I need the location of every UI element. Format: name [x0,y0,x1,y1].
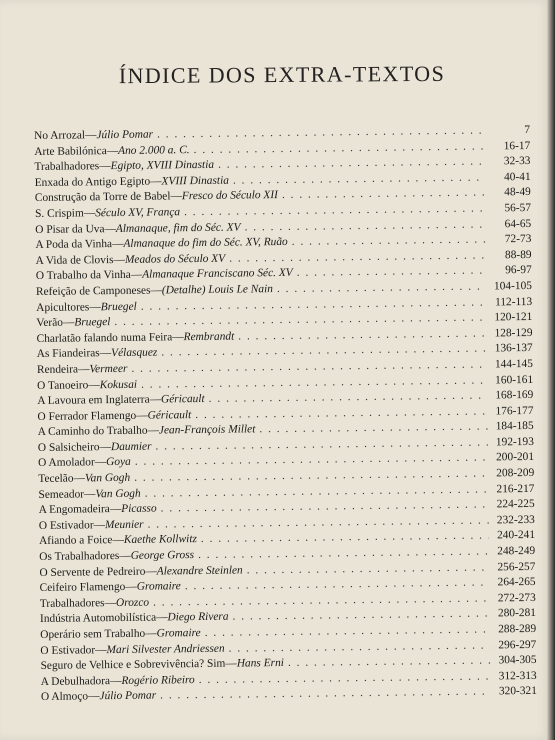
page-number: 7 [524,123,531,137]
artist-or-source: XVIII Dinastia [161,174,229,188]
artwork-title: Semeador [38,488,85,501]
toc-entry-text [38,486,140,503]
artwork-title: Enxada do Antigo Egipto [34,175,151,189]
em-dash-separator: — [111,238,124,251]
artwork-title: Operário sem Trabalho [40,627,146,641]
artwork-title: As Fiandeiras [36,347,100,361]
em-dash-separator: — [150,175,162,188]
em-dash-separator: — [83,487,96,501]
artwork-title: A Poda da Vinha [35,238,113,252]
em-dash-separator: — [119,549,131,563]
page-number: 248-249 [497,544,536,558]
artwork-title: O Almoço [40,690,89,704]
toc-entry-text [39,548,194,565]
toc-entry-text [40,595,149,612]
page-number: 208-209 [496,466,535,480]
artwork-title: Trabalhadores [39,596,105,610]
page-number: 32-33 [503,155,531,168]
toc-entry-text [37,346,158,363]
artist-or-source: Júlio Pomar [99,689,157,703]
em-dash-separator: — [99,347,112,360]
artwork-title: Seguro de Velhice e Sobrevivência? Sim [40,657,226,673]
em-dash-separator: — [149,393,162,406]
toc-entry-text [39,518,144,535]
page-number: 240-241 [496,529,536,542]
page-number: 224-225 [496,498,535,511]
artist-or-source: Gromaire [156,627,201,640]
em-dash-separator: — [73,472,85,485]
artist-or-source: Daumier [110,440,152,453]
artwork-title: Tecelão [38,472,74,486]
page-number: 304-305 [498,654,537,667]
artist-or-source: Rogério Ribeiro [121,673,195,687]
page-number: 136-137 [494,342,533,355]
artist-or-source: Século XV, França [95,206,181,220]
em-dash-separator: — [106,144,119,157]
page-number: 176-177 [495,404,534,418]
page-number: 40-41 [503,170,531,184]
artist-or-source: Meunier [104,518,144,532]
page-number: 216-217 [496,482,535,496]
toc-entry-text [37,377,137,394]
artist-or-source: Almanaque Franciscano Séc. XV [142,267,293,282]
artwork-title: Indústria Automobilística [39,611,157,626]
artwork-title: A Engomadeira [38,503,110,517]
artwork-title: Arte Babilónica [34,144,107,158]
page-number: 64-65 [504,217,532,230]
artwork-title: O Servente de Pedreiro [39,565,146,579]
em-dash-separator: — [109,503,122,516]
toc-entry-text [41,673,195,690]
page-number: 320-321 [498,685,537,698]
table-of-contents [34,123,537,706]
page-number: 168-169 [495,389,534,402]
em-dash-separator: — [145,565,157,578]
artist-or-source: Rembrandt [183,330,235,343]
artwork-title: O Pisar da Uva [35,222,105,236]
artwork-title: O Trabalho da Vinha [35,269,131,283]
em-dash-separator: — [95,643,107,656]
artist-or-source: Géricault [147,408,192,422]
page-number: 288-289 [498,622,537,636]
page-number: 264-265 [497,576,536,589]
page-number: 160-161 [495,373,534,386]
page-number: 192-193 [495,435,534,449]
artist-or-source: Bruegel [74,316,111,329]
toc-entry-text [41,689,156,706]
toc-entry-text [34,128,153,145]
artwork-title: A Debulhadora [40,674,111,688]
em-dash-separator: — [130,269,143,282]
em-dash-separator: — [109,674,122,687]
page-number: 72-73 [504,233,532,246]
em-dash-separator: — [99,160,111,173]
artist-or-source: Picasso [121,502,157,516]
page-number: 312-313 [498,669,537,683]
artist-or-source: Goya [106,456,131,469]
em-dash-separator: — [89,300,101,313]
artist-or-source: Gromaire [136,580,181,593]
page-number: 200-201 [496,451,535,464]
em-dash-separator: — [170,190,182,203]
artwork-title: O Ferrador Flamengo [37,409,137,423]
em-dash-separator: — [225,657,237,670]
artist-or-source: Júlio Pomar [96,128,154,142]
toc-entry-text [38,455,131,472]
em-dash-separator: — [172,330,184,344]
artist-or-source: Van Gogh [84,471,131,485]
em-dash-separator: — [156,611,168,624]
page-number: 88-89 [504,248,532,262]
toc-entry-text [40,579,181,596]
toc-entry-text [37,362,128,379]
artist-or-source: Almanaque do fim do Séc. XV, Ruão [123,236,288,251]
page-number: 56-57 [504,201,532,215]
artist-or-source: Alexandre Steinlen [156,564,243,578]
page-number: 48-49 [504,186,531,199]
artist-or-source: Almanaque, fim do Séc. XV [115,221,241,235]
artist-or-source: Meados do Século XV [124,252,226,266]
em-dash-separator: — [88,378,100,391]
artwork-title: O Estivador [38,519,94,532]
toc-entry-text [39,502,157,519]
em-dash-separator: — [147,424,159,437]
toc-entry-text [38,471,130,488]
toc-entry-text [34,143,190,160]
artwork-title: O Salsicheiro [37,441,100,454]
page-title: ÍNDICE DOS EXTRA-TEXTOS [118,60,446,89]
artist-or-source: Orozco [115,596,150,609]
em-dash-separator: — [136,409,148,422]
page-number: 104-105 [493,279,533,293]
artwork-title: Ceifeiro Flamengo [39,581,126,595]
page-number: 296-297 [498,638,537,651]
artist-or-source: Mari Silvester Andriessen [106,642,225,656]
artist-or-source: Vélasquez [111,346,158,360]
page-number: 232-233 [496,513,535,527]
artist-or-source: Vermeer [89,362,128,376]
artwork-title: Charlatão falando numa Feira [36,331,173,345]
page-number: 112-113 [494,295,533,308]
page-number: 96-97 [505,264,532,277]
artist-or-source: Jean-François Millet [158,423,256,437]
page-number: 16-17 [503,139,531,152]
artwork-title: A Caminho do Trabalho [37,424,148,439]
artwork-title: Trabalhadores [34,160,100,174]
em-dash-separator: — [99,440,112,454]
page-number: 144-145 [494,357,533,371]
artwork-title: No Arrozal [34,129,86,142]
em-dash-separator: — [150,284,162,297]
page-number: 120-121 [494,311,533,324]
artist-or-source: Egipto, XVIII Dinastia [110,158,215,173]
artist-or-source: George Gross [130,549,195,562]
page-edge-shadow [547,0,555,740]
toc-entry-text [36,299,137,316]
artwork-title: Afiando a Foice [38,534,113,548]
em-dash-separator: — [93,519,106,532]
artwork-title: Refeição de Camponeses [35,284,151,298]
artist-or-source: Fresco do Século XII [181,189,278,203]
em-dash-separator: — [94,456,107,469]
artist-or-source: Kokusai [99,378,138,391]
em-dash-separator: — [125,580,137,594]
page-number: 128-129 [494,326,533,340]
em-dash-separator: — [104,596,117,609]
artwork-title: Apicultores [36,300,90,314]
artist-or-source: Ano 2.000 a. C. [118,143,190,157]
artwork-title: Construção da Torre de Babel [34,190,171,205]
artwork-title: O Tanoeiro [37,378,89,392]
em-dash-separator: — [104,222,116,235]
artist-or-source: Van Gogh [95,487,141,500]
em-dash-separator: — [62,316,75,329]
artwork-title: Rendeira [36,363,79,376]
artwork-title: S. Crispim [34,207,84,220]
toc-entry-text [37,408,191,425]
em-dash-separator: — [145,627,157,640]
artwork-title: O Estivador [40,643,96,657]
artist-or-source: Bruegel [100,300,137,313]
artist-or-source: Hans Erni [236,657,285,670]
toc-entry-text [36,315,110,331]
page-number: 272-273 [497,591,536,605]
artist-or-source: (Detalhe) Louis Le Nain [161,283,273,297]
artwork-title: A Lavoura em Inglaterra [37,393,150,408]
artist-or-source: Diego Rivera [167,611,229,624]
artwork-title: A Vida de Clovis [35,253,114,267]
em-dash-separator: — [83,207,96,220]
em-dash-separator: — [77,363,90,376]
dot-leader [160,685,491,705]
em-dash-separator: — [84,129,97,142]
page-number: 280-281 [497,607,537,620]
em-dash-separator: — [112,534,124,547]
em-dash-separator: — [88,690,100,703]
page-number: 256-257 [497,560,536,573]
artist-or-source: Géricault [160,393,205,406]
toc-entry-text [38,439,152,456]
artist-or-source: Kaethe Kollwitz [123,533,197,547]
artwork-title: Verão [36,316,64,330]
em-dash-separator: — [113,253,125,266]
artwork-title: O Amolador [38,456,95,470]
artwork-title: Os Trabalhadores [39,550,120,563]
toc-entry-text [35,205,180,222]
page-number: 184-185 [495,420,534,433]
